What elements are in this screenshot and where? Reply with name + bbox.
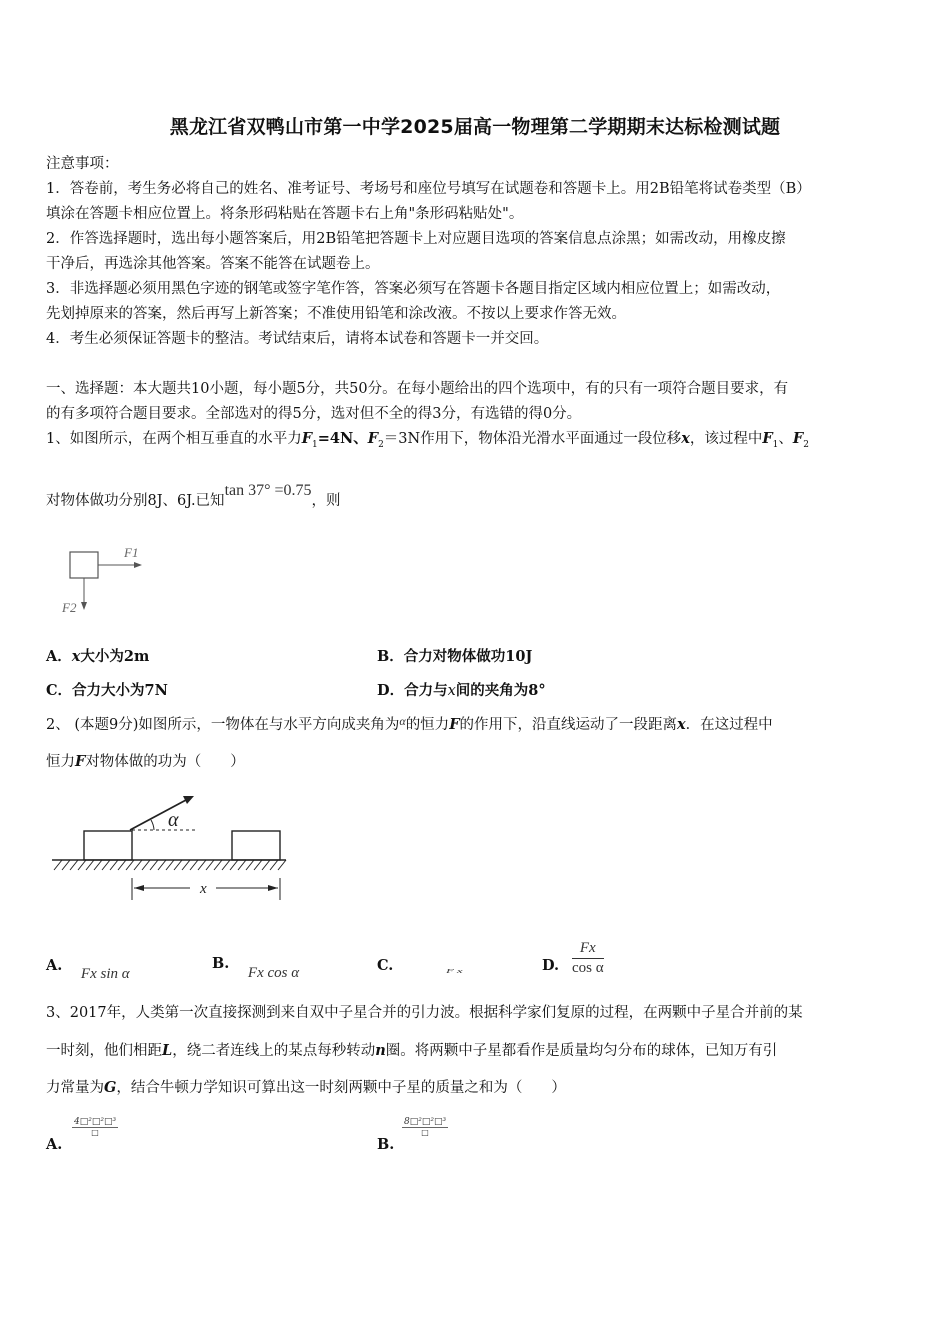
q1-option-a-label: A． bbox=[46, 648, 72, 665]
notice-line-1b: 填涂在答题卡相应位置上。将条形码粘贴在答题卡右上角"条形码粘贴处"。 bbox=[46, 206, 524, 222]
q1-tan-formula: tan 37° =0.75 bbox=[224, 482, 312, 499]
q3-text: ，绕二者连线上的某点每秒转动 bbox=[172, 1043, 376, 1059]
q2-option-c[interactable] bbox=[377, 957, 466, 975]
q1-line-1 bbox=[46, 427, 809, 450]
notice-heading: 注意事项： bbox=[46, 156, 119, 172]
q2-option-a-label: A. bbox=[46, 957, 63, 974]
q1-block bbox=[70, 552, 98, 578]
q1-option-c-label: C． bbox=[46, 682, 73, 699]
q1-f2-arrowhead bbox=[81, 602, 87, 610]
q2-text: 恒力 bbox=[46, 754, 75, 770]
q1-text: ＝3N作用下，物体沿光滑水平面通过一段位移 bbox=[383, 431, 682, 447]
q1-option-b-label: B． bbox=[377, 648, 404, 665]
q3-g: G bbox=[104, 1079, 117, 1096]
notice-line-3b: 先划掉原来的答案，然后再写上新答案；不准使用铅笔和涂改液。不按以上要求作答无效。 bbox=[46, 306, 626, 322]
q3-option-a-fraction bbox=[72, 1117, 118, 1137]
q3-text: 一时刻，他们相距 bbox=[46, 1043, 162, 1059]
q3-option-a-label: A. bbox=[46, 1136, 63, 1153]
notice-line-1a: 1．答卷前，考生务必将自己的姓名、准考证号、考场号和座位号填写在试题卷和答题卡上。用2B铅笔将试卷类型（B） bbox=[46, 181, 811, 197]
q2-alpha: α bbox=[399, 714, 406, 728]
q1-option-d-text-2: 间的夹角为8° bbox=[455, 682, 546, 699]
q2-option-b-label: B. bbox=[212, 955, 230, 972]
notice-line-4: 4．考生必须保证答题卡的整洁。考试结束后，请将本试卷和答题卡一并交回。 bbox=[46, 331, 549, 347]
q3-option-b-label: B. bbox=[377, 1136, 395, 1153]
q2-option-d-label: D. bbox=[542, 957, 560, 974]
q2-option-b[interactable] bbox=[212, 955, 300, 981]
q3-text: 圈。将两颗中子星都看作是质量均匀分布的球体，已知万有引 bbox=[385, 1043, 778, 1059]
q3-line-3 bbox=[46, 1076, 566, 1097]
q3-option-a-denominator: □ bbox=[91, 1128, 99, 1137]
q2-dim-arrow-right bbox=[268, 885, 278, 891]
q2-block-start bbox=[84, 831, 132, 860]
q3-option-b-fraction bbox=[402, 1117, 448, 1137]
q1-option-d[interactable] bbox=[377, 679, 546, 700]
q1-text: ，则 bbox=[311, 493, 341, 509]
q1-x: x bbox=[681, 430, 690, 447]
q3-text: ，结合牛顿力学知识可算出这一时刻两颗中子星的质量之和为（ ） bbox=[116, 1080, 566, 1096]
q3-option-a[interactable] bbox=[46, 1136, 62, 1153]
q2-fig-x-label: x bbox=[200, 881, 207, 897]
q2-option-a[interactable] bbox=[46, 957, 130, 982]
q2-f: F bbox=[449, 716, 460, 733]
q2-text: 的作用下，沿直线运动了一段距离 bbox=[459, 717, 677, 733]
q2-option-b-formula: Fx cos α bbox=[247, 965, 300, 981]
q1-text: 、 bbox=[778, 431, 793, 447]
section-1-intro-1: 一、选择题：本大题共10小题，每小题5分，共50分。在每小题给出的四个选项中，有的只有一项符合题目要求，有 bbox=[46, 381, 789, 397]
q3-line-2 bbox=[46, 1039, 777, 1060]
q1-option-b[interactable] bbox=[377, 645, 532, 666]
q1-option-c-text: 合力大小为7N bbox=[72, 682, 168, 699]
q1-text: ，该过程中 bbox=[689, 431, 763, 447]
q3-n: n bbox=[375, 1042, 386, 1059]
q1-option-d-text: 合力与 bbox=[404, 682, 448, 699]
q2-motion-diagram bbox=[50, 790, 295, 905]
q2-option-d[interactable] bbox=[542, 957, 559, 974]
q1-text: 1、如图所示，在两个相互垂直的水平力 bbox=[46, 431, 302, 447]
q1-f2-sub: 2 bbox=[378, 439, 384, 450]
q1-option-a-x: x bbox=[71, 648, 81, 665]
q2-x: x bbox=[676, 716, 686, 733]
q2-option-d-denominator: cos α bbox=[572, 960, 604, 976]
q1-option-b-text: 合力对物体做功10J bbox=[403, 648, 533, 665]
q1-f2: F bbox=[367, 430, 379, 447]
q2-ground-hatching bbox=[54, 860, 286, 870]
q2-option-d-numerator: Fx bbox=[572, 940, 604, 959]
q1-f2-again: F bbox=[792, 430, 804, 447]
notice-line-3a: 3．非选择题必须用黑色字迹的钢笔或签字笔作答，答案必须写在答题卡各题目指定区域内相应位置上；如需改动， bbox=[46, 281, 781, 297]
q1-force-diagram bbox=[58, 540, 168, 620]
q1-text: 对物体做功分别8J、6J.已知 bbox=[46, 493, 225, 509]
q1-f1-sub-again: 1 bbox=[772, 439, 779, 450]
q2-option-d-fraction bbox=[572, 940, 604, 977]
q3-option-a-numerator: 4□²□²□³ bbox=[74, 1117, 117, 1127]
q2-block-end bbox=[232, 831, 280, 860]
q1-option-a[interactable] bbox=[46, 645, 149, 666]
q3-option-b-denominator: □ bbox=[421, 1128, 429, 1137]
q2-text: 2、 (本题9分)如图所示，一物体在与水平方向成夹角为 bbox=[46, 717, 400, 733]
q3-option-b-numerator: 8□²□²□³ bbox=[404, 1117, 447, 1127]
q1-text: =4N、 bbox=[317, 430, 368, 447]
q2-line-1 bbox=[46, 713, 773, 734]
q2-text: 的恒力 bbox=[405, 717, 450, 733]
q2-text: ．在这过程中 bbox=[685, 717, 773, 733]
q1-option-d-label: D． bbox=[377, 682, 405, 699]
q3-l: L bbox=[162, 1042, 173, 1059]
q2-angle-arc bbox=[151, 820, 154, 830]
q1-fig-f2-label: F2 bbox=[62, 600, 77, 615]
q3-option-b[interactable] bbox=[377, 1136, 394, 1153]
page-title: 黑龙江省双鸭山市第一中学2025届高一物理第二学期期末达标检测试题 bbox=[169, 116, 781, 138]
q2-dim-arrow-left bbox=[134, 885, 144, 891]
q3-text: 力常量为 bbox=[46, 1080, 104, 1096]
q2-option-a-formula: Fx sin α bbox=[80, 966, 130, 982]
q2-text: 对物体做的功为（ ） bbox=[85, 754, 245, 770]
q1-f1: F bbox=[301, 430, 313, 447]
section-1-intro-2: 的有多项符合题目要求。全部选对的得5分，选对但不全的得3分，有选错的得0分。 bbox=[46, 406, 582, 422]
q1-f2-sub-again: 2 bbox=[803, 439, 809, 450]
q1-fig-f1-label: F1 bbox=[124, 545, 139, 560]
notice-line-2a: 2．作答选择题时，选出每小题答案后，用2B铅笔把答题卡上对应题目选项的答案信息点涂黑；如需改动，用橡皮擦 bbox=[46, 231, 786, 247]
q1-option-d-x: x bbox=[447, 683, 456, 699]
q3-line-1: 3、2017年，人类第一次直接探测到来自双中子星合并的引力波。根据科学家们复原的过程，在两颗中子星合并前的某 bbox=[46, 1005, 803, 1021]
q2-option-c-formula: Fx bbox=[445, 967, 466, 975]
q1-f1-sub: 1 bbox=[312, 439, 318, 450]
q1-f1-again: F bbox=[762, 430, 773, 447]
q1-option-c[interactable] bbox=[46, 679, 168, 700]
q2-fig-alpha-label: α bbox=[168, 809, 179, 831]
q1-option-a-text: 大小为2m bbox=[80, 648, 150, 665]
q2-f-2: F bbox=[75, 753, 86, 770]
notice-line-2b: 干净后，再选涂其他答案。答案不能答在试题卷上。 bbox=[46, 256, 380, 272]
q1-line-2 bbox=[46, 482, 341, 510]
q1-f1-arrowhead bbox=[134, 562, 142, 568]
q2-line-2 bbox=[46, 750, 245, 771]
q2-option-c-label: C. bbox=[377, 957, 394, 974]
